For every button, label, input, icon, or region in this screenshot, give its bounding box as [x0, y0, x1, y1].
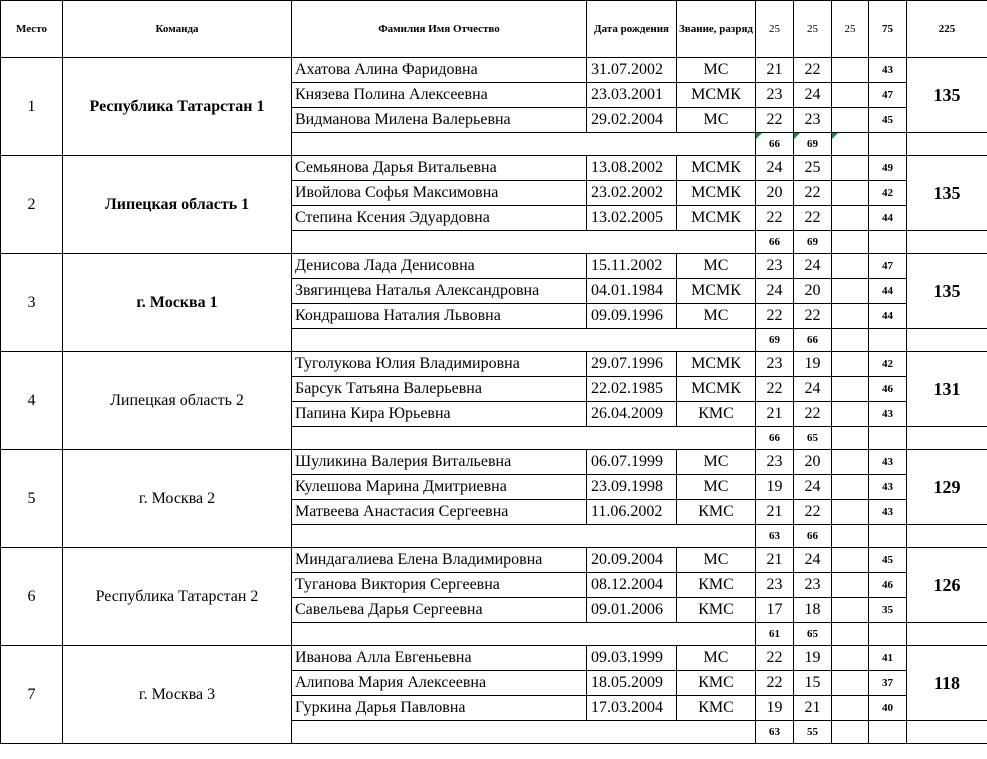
birth-date-cell: 09.01.2006: [587, 598, 677, 623]
score3-cell: [832, 402, 869, 427]
score3-cell: [832, 598, 869, 623]
athlete-total-cell: 42: [869, 352, 907, 377]
birth-date-cell: 18.05.2009: [587, 671, 677, 696]
athlete-name-cell: Семьянова Дарья Витальевна: [292, 156, 587, 181]
header-score1: 25: [756, 1, 794, 58]
score1-cell: 22: [756, 671, 794, 696]
header-dob: Дата рождения: [587, 1, 677, 58]
score3-cell: [832, 304, 869, 329]
athlete-name-cell: Туголукова Юлия Владимировна: [292, 352, 587, 377]
score2-cell: 20: [794, 450, 832, 475]
score2-cell: 22: [794, 206, 832, 231]
score1-cell: 24: [756, 279, 794, 304]
score3-cell: [832, 181, 869, 206]
score2-cell: 21: [794, 696, 832, 721]
subtotal-team-total: [907, 427, 987, 450]
birth-date-cell: 11.06.2002: [587, 500, 677, 525]
table-row: [1, 58, 987, 83]
birth-date-cell: 15.11.2002: [587, 254, 677, 279]
athlete-total-cell: 37: [869, 671, 907, 696]
score2-cell: 22: [794, 500, 832, 525]
birth-date-cell: 09.09.1996: [587, 304, 677, 329]
score1-cell: 23: [756, 83, 794, 108]
score1-cell: 22: [756, 646, 794, 671]
athlete-total-cell: 44: [869, 206, 907, 231]
birth-date-cell: 29.07.1996: [587, 352, 677, 377]
subtotal-score1: 66: [756, 427, 794, 450]
score1-cell: 21: [756, 548, 794, 573]
athlete-total-cell: 49: [869, 156, 907, 181]
table-row: [1, 254, 987, 279]
athlete-name-cell: Иванова Алла Евгеньевна: [292, 646, 587, 671]
score3-cell: [832, 206, 869, 231]
athlete-total-cell: 43: [869, 450, 907, 475]
subtotal-team-total: [907, 721, 987, 744]
athlete-name-cell: Алипова Мария Алексеевна: [292, 671, 587, 696]
subtotal-score3: [832, 623, 869, 646]
score3-cell: [832, 156, 869, 181]
team-name-cell: Липецкая область 1: [63, 156, 292, 254]
team-name-cell: г. Москва 1: [63, 254, 292, 352]
athlete-name-cell: Князева Полина Алексеевна: [292, 83, 587, 108]
athlete-total-cell: 45: [869, 548, 907, 573]
athlete-name-cell: Ахатова Алина Фаридовна: [292, 58, 587, 83]
place-cell: 7: [1, 646, 63, 744]
score1-cell: 22: [756, 377, 794, 402]
subtotal-team-total: [907, 231, 987, 254]
subtotal-score2: 66: [794, 329, 832, 352]
athlete-total-cell: 45: [869, 108, 907, 133]
subtotal-score3: [832, 231, 869, 254]
rank-cell: МСМК: [677, 352, 756, 377]
header-team-total: 225: [907, 1, 987, 58]
subtotal-spacer: [292, 721, 756, 744]
score3-cell: [832, 646, 869, 671]
header-place: Место: [1, 1, 63, 58]
birth-date-cell: 09.03.1999: [587, 646, 677, 671]
score3-cell: [832, 696, 869, 721]
team-name-cell: Республика Татарстан 2: [63, 548, 292, 646]
team-total-cell: 135: [907, 58, 987, 133]
score2-cell: 24: [794, 475, 832, 500]
athlete-name-cell: Ивойлова Софья Максимовна: [292, 181, 587, 206]
subtotal-score3: [832, 329, 869, 352]
score1-cell: 22: [756, 206, 794, 231]
athlete-name-cell: Степина Ксения Эдуардовна: [292, 206, 587, 231]
rank-cell: МС: [677, 548, 756, 573]
subtotal-team-total: [907, 623, 987, 646]
score1-cell: 22: [756, 304, 794, 329]
team-name-cell: Республика Татарстан 1: [63, 58, 292, 156]
subtotal-team-total: [907, 525, 987, 548]
birth-date-cell: 06.07.1999: [587, 450, 677, 475]
header-score2: 25: [794, 1, 832, 58]
athlete-total-cell: 40: [869, 696, 907, 721]
score3-cell: [832, 671, 869, 696]
subtotal-athlete-total: [869, 133, 907, 156]
subtotal-athlete-total: [869, 525, 907, 548]
athlete-name-cell: Гуркина Дарья Павловна: [292, 696, 587, 721]
subtotal-team-total: [907, 133, 987, 156]
birth-date-cell: 17.03.2004: [587, 696, 677, 721]
score3-cell: [832, 377, 869, 402]
score1-cell: 24: [756, 156, 794, 181]
subtotal-score1: 66: [756, 231, 794, 254]
subtotal-score1: 63: [756, 525, 794, 548]
birth-date-cell: 13.02.2005: [587, 206, 677, 231]
place-cell: 6: [1, 548, 63, 646]
score3-cell: [832, 254, 869, 279]
athlete-total-cell: 43: [869, 402, 907, 427]
header-athlete-total: 75: [869, 1, 907, 58]
rank-cell: МС: [677, 475, 756, 500]
table-row: [1, 450, 987, 475]
subtotal-athlete-total: [869, 231, 907, 254]
rank-cell: МС: [677, 254, 756, 279]
athlete-total-cell: 44: [869, 279, 907, 304]
athlete-total-cell: 46: [869, 377, 907, 402]
athlete-total-cell: 44: [869, 304, 907, 329]
rank-cell: МС: [677, 58, 756, 83]
subtotal-score3: [832, 721, 869, 744]
birth-date-cell: 23.09.1998: [587, 475, 677, 500]
score2-cell: 23: [794, 108, 832, 133]
athlete-total-cell: 47: [869, 83, 907, 108]
table-row: [1, 646, 987, 671]
subtotal-athlete-total: [869, 721, 907, 744]
score2-cell: 22: [794, 58, 832, 83]
score3-cell: [832, 573, 869, 598]
score3-cell: [832, 450, 869, 475]
subtotal-athlete-total: [869, 623, 907, 646]
table-row: [1, 156, 987, 181]
score1-cell: 21: [756, 58, 794, 83]
rank-cell: МСМК: [677, 377, 756, 402]
rank-cell: МСМК: [677, 279, 756, 304]
score3-cell: [832, 500, 869, 525]
birth-date-cell: 23.03.2001: [587, 83, 677, 108]
birth-date-cell: 08.12.2004: [587, 573, 677, 598]
rank-cell: МСМК: [677, 206, 756, 231]
score3-cell: [832, 83, 869, 108]
score1-cell: 17: [756, 598, 794, 623]
athlete-total-cell: 43: [869, 500, 907, 525]
subtotal-spacer: [292, 133, 756, 156]
score2-cell: 23: [794, 573, 832, 598]
athlete-name-cell: Кулешова Марина Дмитриевна: [292, 475, 587, 500]
birth-date-cell: 20.09.2004: [587, 548, 677, 573]
table-row: [1, 352, 987, 377]
subtotal-athlete-total: [869, 427, 907, 450]
athlete-name-cell: Денисова Лада Денисовна: [292, 254, 587, 279]
subtotal-score3: [832, 133, 869, 156]
header-rank: Звание, разряд: [677, 1, 756, 58]
header-name: Фамилия Имя Отчество: [292, 1, 587, 58]
score1-cell: 22: [756, 108, 794, 133]
subtotal-score2: 65: [794, 427, 832, 450]
rank-cell: МСМК: [677, 156, 756, 181]
place-cell: 4: [1, 352, 63, 450]
rank-cell: КМС: [677, 402, 756, 427]
score1-cell: 23: [756, 352, 794, 377]
athlete-name-cell: Видманова Милена Валерьевна: [292, 108, 587, 133]
athlete-total-cell: 46: [869, 573, 907, 598]
rank-cell: КМС: [677, 671, 756, 696]
score1-cell: 23: [756, 450, 794, 475]
subtotal-spacer: [292, 623, 756, 646]
rank-cell: МСМК: [677, 181, 756, 206]
athlete-total-cell: 42: [869, 181, 907, 206]
score3-cell: [832, 352, 869, 377]
score2-cell: 19: [794, 352, 832, 377]
athlete-name-cell: Барсук Татьяна Валерьевна: [292, 377, 587, 402]
team-name-cell: г. Москва 3: [63, 646, 292, 744]
rank-cell: МС: [677, 646, 756, 671]
subtotal-score2: 69: [794, 231, 832, 254]
subtotal-score1: 63: [756, 721, 794, 744]
team-total-cell: 118: [907, 646, 987, 721]
subtotal-score2: 66: [794, 525, 832, 548]
athlete-name-cell: Звягинцева Наталья Александровна: [292, 279, 587, 304]
subtotal-spacer: [292, 427, 756, 450]
place-cell: 1: [1, 58, 63, 156]
athlete-total-cell: 43: [869, 475, 907, 500]
birth-date-cell: 23.02.2002: [587, 181, 677, 206]
subtotal-team-total: [907, 329, 987, 352]
score1-cell: 19: [756, 696, 794, 721]
subtotal-score3: [832, 525, 869, 548]
score3-cell: [832, 548, 869, 573]
score2-cell: 24: [794, 83, 832, 108]
athlete-name-cell: Кондрашова Наталия Львовна: [292, 304, 587, 329]
subtotal-athlete-total: [869, 329, 907, 352]
athlete-total-cell: 47: [869, 254, 907, 279]
score1-cell: 19: [756, 475, 794, 500]
rank-cell: КМС: [677, 500, 756, 525]
team-total-cell: 135: [907, 156, 987, 231]
team-name-cell: г. Москва 2: [63, 450, 292, 548]
score2-cell: 22: [794, 181, 832, 206]
subtotal-score2: 55: [794, 721, 832, 744]
subtotal-spacer: [292, 231, 756, 254]
score2-cell: 22: [794, 402, 832, 427]
athlete-name-cell: Матвеева Анастасия Сергеевна: [292, 500, 587, 525]
rank-cell: КМС: [677, 573, 756, 598]
birth-date-cell: 31.07.2002: [587, 58, 677, 83]
subtotal-score1: 66: [756, 133, 794, 156]
team-total-cell: 131: [907, 352, 987, 427]
subtotal-score3: [832, 427, 869, 450]
score3-cell: [832, 108, 869, 133]
athlete-name-cell: Савельева Дарья Сергеевна: [292, 598, 587, 623]
score2-cell: 18: [794, 598, 832, 623]
athlete-name-cell: Папина Кира Юрьевна: [292, 402, 587, 427]
score1-cell: 21: [756, 402, 794, 427]
subtotal-score2: 69: [794, 133, 832, 156]
rank-cell: МС: [677, 108, 756, 133]
rank-cell: МС: [677, 304, 756, 329]
rank-cell: МС: [677, 450, 756, 475]
results-body: [1, 58, 987, 744]
header-score3: 25: [832, 1, 869, 58]
subtotal-score2: 65: [794, 623, 832, 646]
header-row: [1, 1, 987, 58]
team-name-cell: Липецкая область 2: [63, 352, 292, 450]
place-cell: 2: [1, 156, 63, 254]
team-total-cell: 135: [907, 254, 987, 329]
subtotal-spacer: [292, 329, 756, 352]
birth-date-cell: 26.04.2009: [587, 402, 677, 427]
score3-cell: [832, 279, 869, 304]
athlete-total-cell: 35: [869, 598, 907, 623]
score1-cell: 21: [756, 500, 794, 525]
place-cell: 5: [1, 450, 63, 548]
score1-cell: 23: [756, 254, 794, 279]
score2-cell: 15: [794, 671, 832, 696]
subtotal-score1: 61: [756, 623, 794, 646]
team-total-cell: 126: [907, 548, 987, 623]
score2-cell: 22: [794, 304, 832, 329]
score2-cell: 24: [794, 377, 832, 402]
score2-cell: 20: [794, 279, 832, 304]
athlete-total-cell: 43: [869, 58, 907, 83]
score2-cell: 24: [794, 548, 832, 573]
team-total-cell: 129: [907, 450, 987, 525]
subtotal-score1: 69: [756, 329, 794, 352]
score2-cell: 24: [794, 254, 832, 279]
score1-cell: 20: [756, 181, 794, 206]
athlete-name-cell: Миндагалиева Елена Владимировна: [292, 548, 587, 573]
rank-cell: КМС: [677, 598, 756, 623]
birth-date-cell: 13.08.2002: [587, 156, 677, 181]
score3-cell: [832, 475, 869, 500]
score2-cell: 25: [794, 156, 832, 181]
header-team: Команда: [63, 1, 292, 58]
birth-date-cell: 22.02.1985: [587, 377, 677, 402]
score2-cell: 19: [794, 646, 832, 671]
athlete-name-cell: Туганова Виктория Сергеевна: [292, 573, 587, 598]
table-row: [1, 548, 987, 573]
athlete-total-cell: 41: [869, 646, 907, 671]
subtotal-spacer: [292, 525, 756, 548]
score3-cell: [832, 58, 869, 83]
place-cell: 3: [1, 254, 63, 352]
rank-cell: КМС: [677, 696, 756, 721]
birth-date-cell: 29.02.2004: [587, 108, 677, 133]
birth-date-cell: 04.01.1984: [587, 279, 677, 304]
rank-cell: МСМК: [677, 83, 756, 108]
score1-cell: 23: [756, 573, 794, 598]
athlete-name-cell: Шуликина Валерия Витальевна: [292, 450, 587, 475]
